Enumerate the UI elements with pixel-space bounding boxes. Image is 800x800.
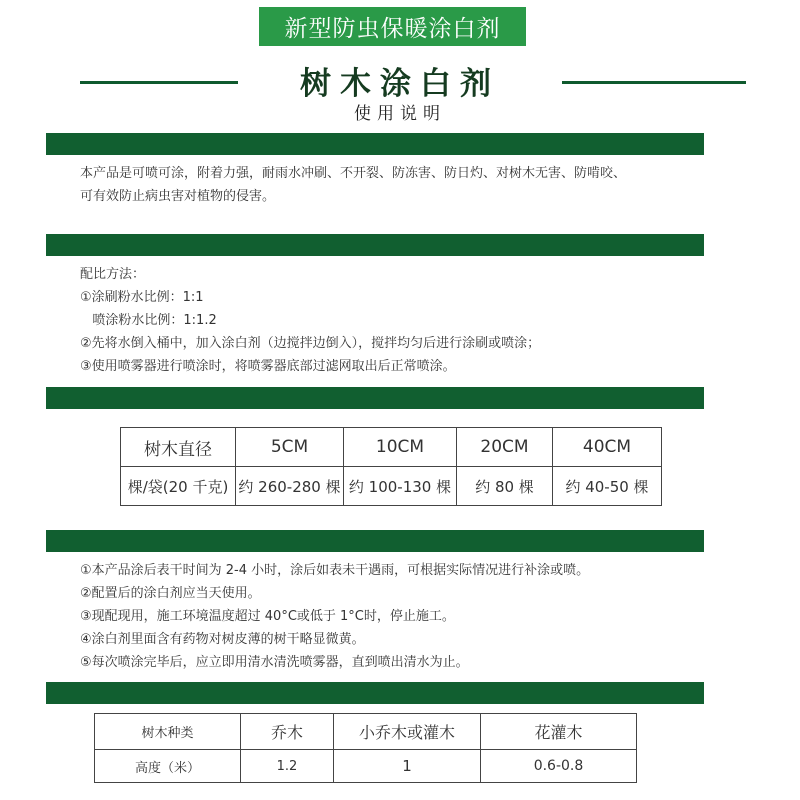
note-item: ③现配现用，施工环境温度超过 40°C或低于 1°C时，停止施工。: [80, 609, 455, 624]
intro-line: 可有效防止病虫害对植物的侵害。: [80, 189, 276, 204]
section-divider-notes: [46, 530, 704, 552]
section-divider-intro: [46, 133, 704, 155]
table-cell: 棵/袋(20 千克): [121, 467, 236, 506]
ratio-line: 配比方法：: [80, 267, 146, 282]
table-cell: 约 260-280 棵: [236, 467, 344, 506]
table-row: [121, 467, 662, 506]
table-header-cell: 5CM: [236, 428, 344, 467]
ratio-line: ①涂刷粉水比例：1:1: [80, 290, 204, 305]
section-divider-height: [46, 682, 704, 704]
ratio-line: ②先将水倒入桶中，加入涂白剂（边搅拌边倒入），搅拌均匀后进行涂刷或喷涂；: [80, 336, 541, 351]
intro-line: 本产品是可喷可涂，附着力强，耐雨水冲刷、不开裂、防冻害、防日灼、对树木无害、防啃咬、: [80, 166, 627, 181]
coverage-table: [120, 427, 662, 506]
title-rule-right: [562, 81, 746, 84]
product-badge: 新型防虫保暖涂白剂: [259, 7, 526, 46]
table-header-cell: 40CM: [553, 428, 662, 467]
note-item: ①本产品涂后表干时间为 2-4 小时，涂后如表未干遇雨，可根据实际情况进行补涂或喷。: [80, 563, 590, 578]
table-header-cell: 树木直径: [121, 428, 236, 467]
table-cell: 高度（米）: [95, 750, 241, 783]
table-header-cell: 树木种类: [95, 714, 241, 750]
table-header-cell: 小乔木或灌木: [334, 714, 481, 750]
table-header-cell: 花灌木: [481, 714, 637, 750]
height-table: [94, 713, 637, 783]
note-item: ⑤每次喷涂完毕后，应立即用清水清洗喷雾器，直到喷出清水为止。: [80, 655, 469, 670]
table-row: [95, 750, 637, 783]
ratio-line: 喷涂粉水比例：1:1.2: [80, 313, 217, 328]
page-subtitle: 使用说明: [354, 103, 446, 124]
table-cell: 约 80 棵: [457, 467, 553, 506]
note-item: ②配置后的涂白剂应当天使用。: [80, 586, 261, 601]
section-divider-ratio: [46, 234, 704, 256]
table-header-row: [95, 714, 637, 750]
table-cell: 1: [334, 750, 481, 783]
note-item: ④涂白剂里面含有药物对树皮薄的树干略显微黄。: [80, 632, 365, 647]
intro-paragraph: [80, 162, 720, 208]
table-cell: 约 100-130 棵: [344, 467, 457, 506]
page-title: 树木涂白剂: [300, 65, 500, 102]
table-cell: 约 40-50 棵: [553, 467, 662, 506]
notes-list: [80, 559, 720, 674]
ratio-instructions: [80, 263, 720, 378]
table-header-row: [121, 428, 662, 467]
section-divider-usage: [46, 387, 704, 409]
ratio-line: ③使用喷雾器进行喷涂时，将喷雾器底部过滤网取出后正常喷涂。: [80, 359, 456, 374]
table-header-cell: 20CM: [457, 428, 553, 467]
table-cell: 1.2: [241, 750, 334, 783]
title-rule-left: [80, 81, 238, 84]
table-cell: 0.6-0.8: [481, 750, 637, 783]
table-header-cell: 10CM: [344, 428, 457, 467]
table-header-cell: 乔木: [241, 714, 334, 750]
